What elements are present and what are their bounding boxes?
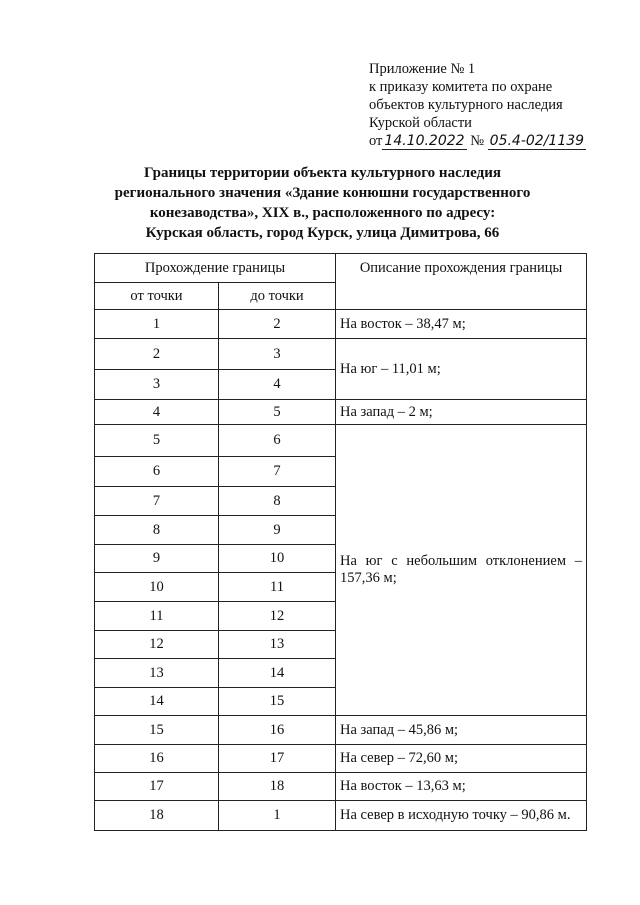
description-cell: На восток – 13,63 м; xyxy=(336,773,587,801)
description-cell: На запад – 2 м; xyxy=(336,400,587,425)
region-name-line: Курской области xyxy=(369,115,472,131)
description-cell: На запад – 45,86 м; xyxy=(336,716,587,745)
table-row xyxy=(95,745,587,773)
to-point-cell: 17 xyxy=(219,745,336,773)
from-point-cell: 7 xyxy=(95,487,219,516)
title-line-3: конезаводства», XIX в., расположенного по адресу: xyxy=(149,205,496,221)
to-point-header: до точки xyxy=(219,283,336,310)
table-row xyxy=(95,425,587,457)
description-header-cell: Описание прохождения границы xyxy=(336,254,587,310)
to-point-cell: 18 xyxy=(219,773,336,801)
from-point-cell: 4 xyxy=(95,400,219,425)
handwritten-order-number: 05.4-02/1139 xyxy=(489,133,585,149)
from-point-cell: 16 xyxy=(95,745,219,773)
to-point-cell: 9 xyxy=(219,516,336,545)
to-point-cell: 13 xyxy=(219,631,336,659)
title-line-4: Курская область, город Курск, улица Димитрова, 66 xyxy=(145,225,500,241)
appendix-number: Приложение № 1 xyxy=(369,61,476,77)
date-prefix: от xyxy=(369,133,383,149)
from-point-cell: 11 xyxy=(95,602,219,631)
from-point-cell: 12 xyxy=(95,631,219,659)
from-point-cell: 5 xyxy=(95,425,219,457)
from-point-cell: 10 xyxy=(95,573,219,602)
appendix-header xyxy=(369,60,629,156)
from-point-cell: 15 xyxy=(95,716,219,745)
from-point-cell: 3 xyxy=(95,370,219,400)
from-point-cell: 14 xyxy=(95,688,219,716)
document-title xyxy=(95,163,550,243)
table-row xyxy=(95,801,587,831)
table-header-row xyxy=(95,254,587,283)
boundary-table xyxy=(94,253,587,831)
table-row xyxy=(95,310,587,339)
to-point-cell: 5 xyxy=(219,400,336,425)
order-date-line xyxy=(369,132,629,156)
from-point-cell: 18 xyxy=(95,801,219,831)
description-cell: На юг с небольшим отклонением – 157,36 м; xyxy=(336,425,587,716)
to-point-cell: 1 xyxy=(219,801,336,831)
to-point-cell: 7 xyxy=(219,457,336,487)
handwritten-date: 14.10.2022 xyxy=(384,133,465,149)
from-point-cell: 9 xyxy=(95,545,219,573)
from-point-cell: 1 xyxy=(95,310,219,339)
from-point-cell: 8 xyxy=(95,516,219,545)
to-point-cell: 12 xyxy=(219,602,336,631)
to-point-cell: 16 xyxy=(219,716,336,745)
to-point-cell: 14 xyxy=(219,659,336,688)
table-row xyxy=(95,716,587,745)
to-point-cell: 15 xyxy=(219,688,336,716)
to-point-cell: 4 xyxy=(219,370,336,400)
from-point-header: от точки xyxy=(95,283,219,310)
table-row xyxy=(95,400,587,425)
from-point-cell: 13 xyxy=(95,659,219,688)
from-point-cell: 17 xyxy=(95,773,219,801)
number-prefix: № xyxy=(470,133,485,149)
title-line-1: Границы территории объекта культурного наследия xyxy=(144,165,501,181)
title-line-2: регионального значения «Здание конюшни государственного xyxy=(114,185,531,201)
to-point-cell: 11 xyxy=(219,573,336,602)
to-point-cell: 10 xyxy=(219,545,336,573)
to-point-cell: 6 xyxy=(219,425,336,457)
description-cell: На север в исходную точку – 90,86 м. xyxy=(336,801,587,831)
table-row xyxy=(95,773,587,801)
table-row xyxy=(95,339,587,370)
from-point-cell: 2 xyxy=(95,339,219,370)
to-point-cell: 8 xyxy=(219,487,336,516)
group-header-cell: Прохождение границы xyxy=(95,254,336,283)
committee-name-line: объектов культурного наследия xyxy=(369,97,563,113)
to-point-cell: 2 xyxy=(219,310,336,339)
description-cell: На юг – 11,01 м; xyxy=(336,339,587,400)
description-cell: На восток – 38,47 м; xyxy=(336,310,587,339)
from-point-cell: 6 xyxy=(95,457,219,487)
to-point-cell: 3 xyxy=(219,339,336,370)
description-cell: На север – 72,60 м; xyxy=(336,745,587,773)
order-reference-line: к приказу комитета по охране xyxy=(369,79,553,95)
